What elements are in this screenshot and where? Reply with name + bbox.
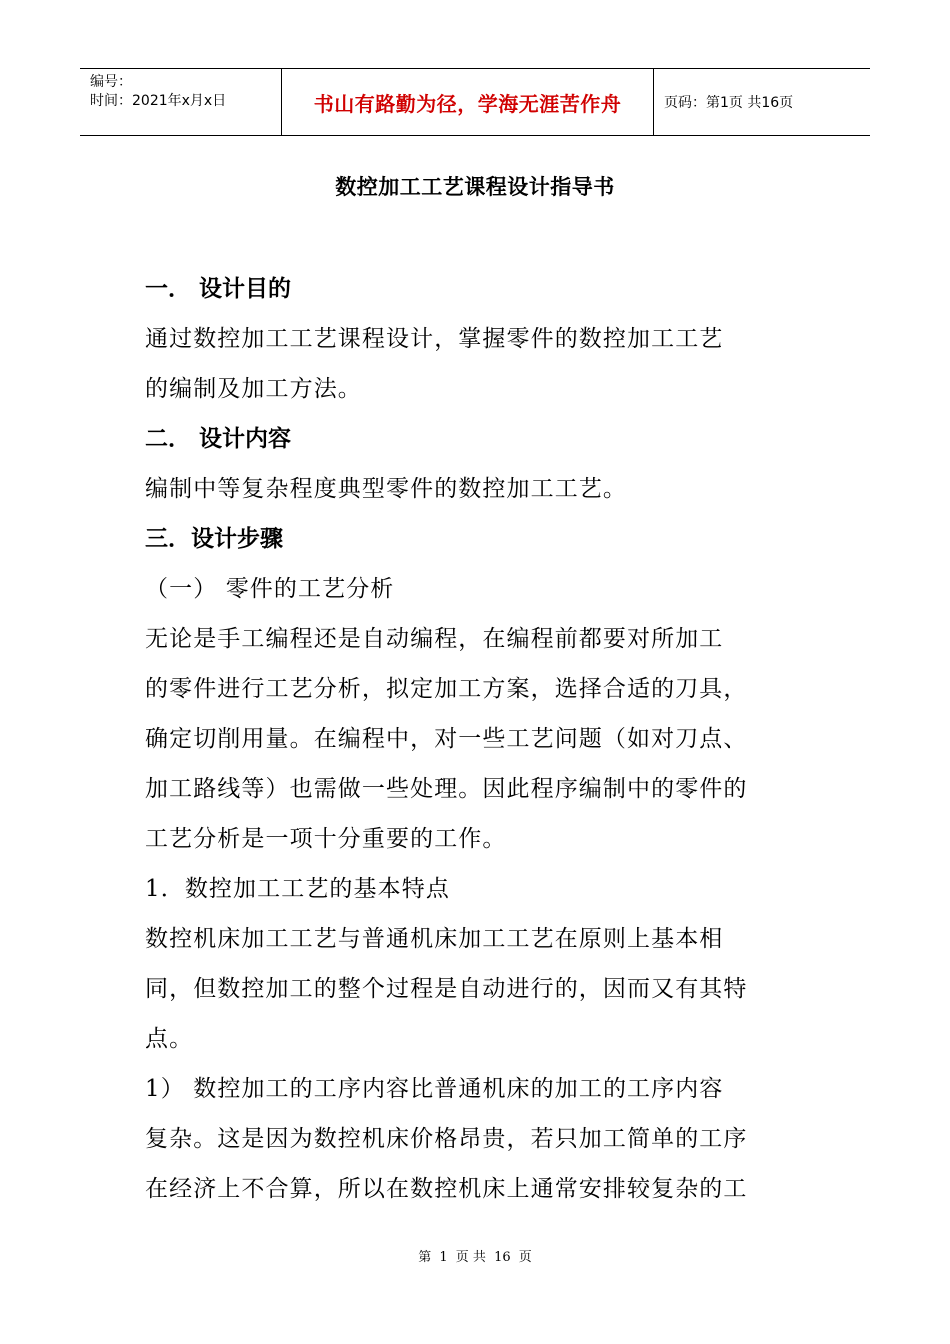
- header-meta-cell: [80, 69, 282, 135]
- motto-text: 书山有路勤为径，学海无涯苦作舟: [313, 91, 622, 116]
- section-heading: 一． 设计目的: [145, 276, 292, 302]
- subsection-heading: （一） 零件的工艺分析: [145, 576, 395, 602]
- paragraph-line: 无论是手工编程还是自动编程，在编程前都要对所加工: [145, 626, 724, 652]
- paragraph-line: 在经济上不合算，所以在数控机床上通常安排较复杂的工: [145, 1176, 748, 1202]
- paragraph-line: 同，但数控加工的整个过程是自动进行的，因而又有其特: [145, 976, 748, 1002]
- paragraph-line: 的编制及加工方法。: [145, 376, 362, 402]
- paragraph-line: 工艺分析是一项十分重要的工作。: [145, 826, 507, 852]
- paragraph-line: 复杂。这是因为数控机床价格昂贵，若只加工简单的工序: [145, 1126, 748, 1152]
- page-footer: [0, 1246, 950, 1265]
- footer-mid: 页 共: [455, 1250, 486, 1265]
- footer-prefix: 第: [418, 1250, 432, 1265]
- footer-total-pages: 16: [494, 1250, 511, 1265]
- paragraph-line: 的零件进行工艺分析，拟定加工方案，选择合适的刀具，: [145, 676, 748, 702]
- paragraph-line: 编制中等复杂程度典型零件的数控加工工艺。: [145, 476, 627, 502]
- section-heading: 三．设计步骤: [145, 526, 283, 552]
- paragraph-line: 确定切削用量。在编程中，对一些工艺问题（如对刀点、: [145, 726, 748, 752]
- page-info: 页码：第1页 共16页: [664, 95, 794, 111]
- header-table: [80, 68, 870, 136]
- paragraph-line: 点。: [145, 1026, 194, 1052]
- header-motto-cell: [282, 69, 654, 135]
- footer-suffix: 页: [518, 1250, 532, 1265]
- paragraph-line: 通过数控加工工艺课程设计，掌握零件的数控加工工艺: [145, 326, 724, 352]
- paragraph-line: 加工路线等）也需做一些处理。因此程序编制中的零件的: [145, 776, 748, 802]
- date-label: 时间：2021年x月x日: [90, 93, 227, 109]
- list-heading: 1．数控加工工艺的基本特点: [145, 876, 450, 902]
- paragraph-line: 数控机床加工工艺与普通机床加工工艺在原则上基本相: [145, 926, 724, 952]
- footer-page-number: 1: [439, 1250, 448, 1265]
- document-title: 数控加工工艺课程设计指导书: [335, 175, 615, 199]
- paragraph-line: 1） 数控加工的工序内容比普通机床的加工的工序内容: [145, 1076, 724, 1102]
- number-label: 编号：: [90, 74, 132, 90]
- header-page-cell: [654, 69, 870, 135]
- section-heading: 二． 设计内容: [145, 426, 292, 452]
